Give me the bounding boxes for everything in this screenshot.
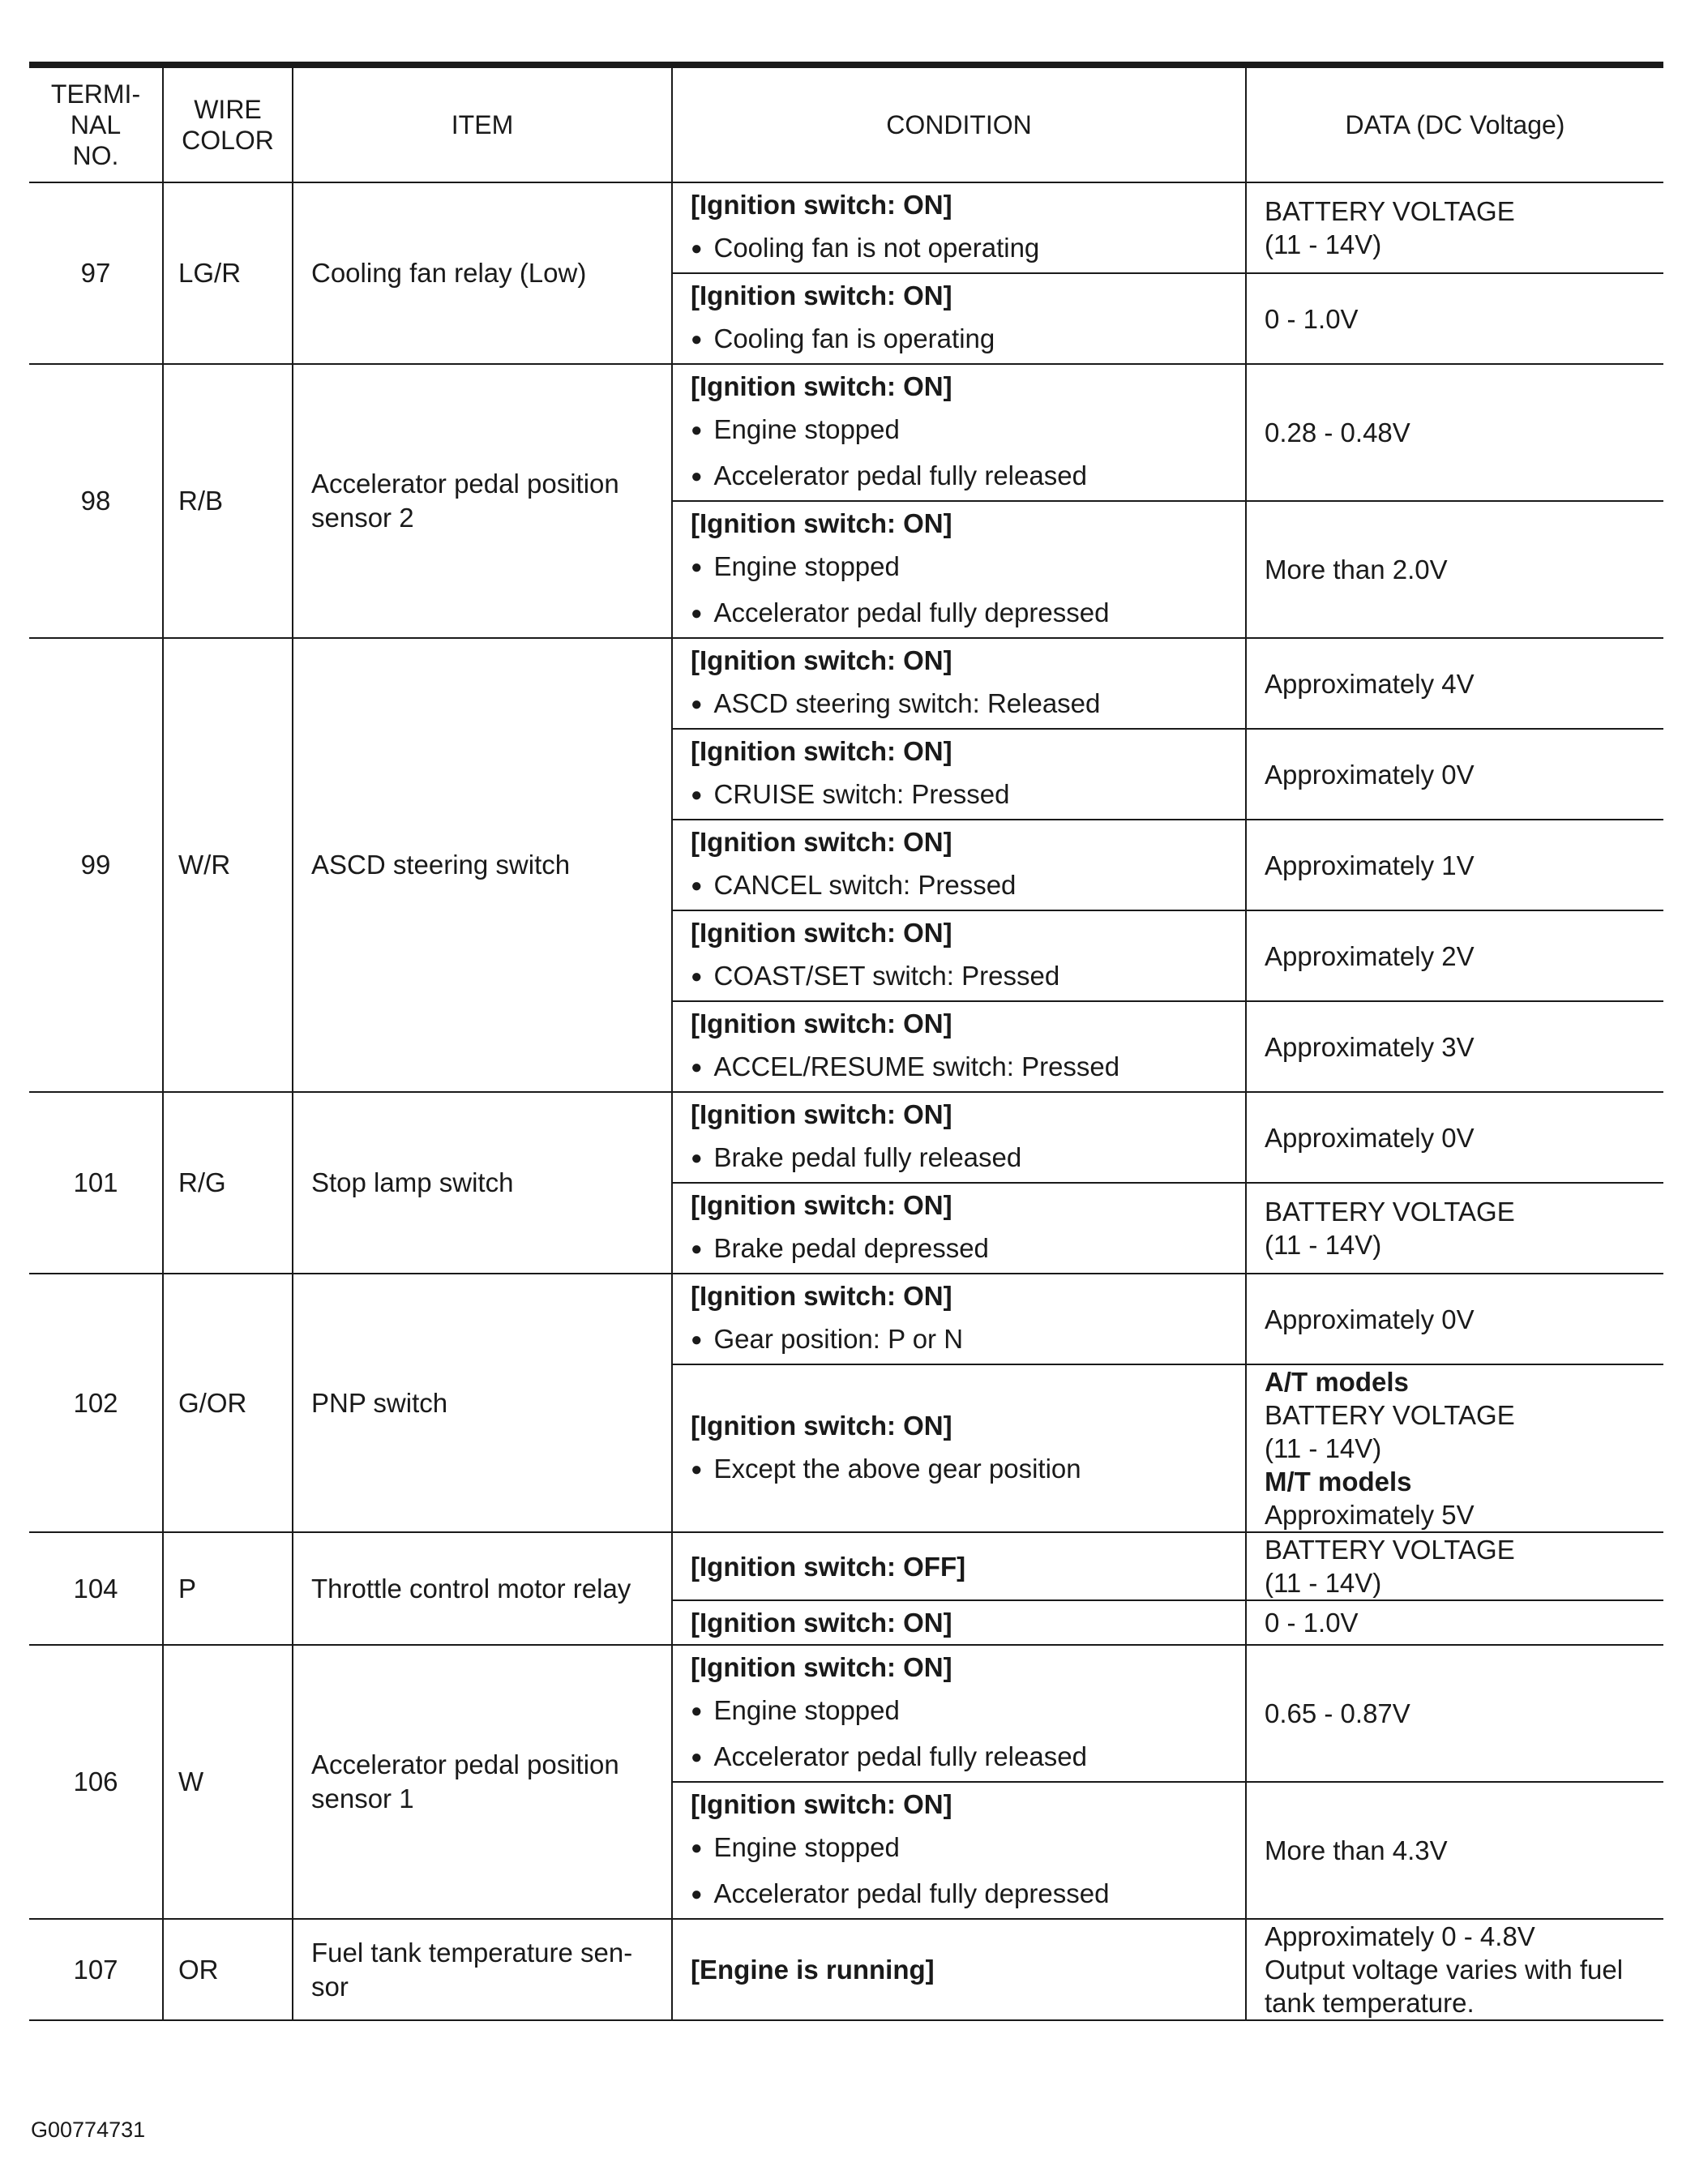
wire-color: P <box>178 1573 197 1604</box>
table-row <box>29 638 1663 729</box>
condition-header: [Ignition switch: ON] <box>691 1008 952 1038</box>
data-cell <box>1246 1532 1663 1600</box>
wire-color-cell <box>163 1274 293 1532</box>
terminal-number-cell <box>29 638 163 1092</box>
terminal-number-cell <box>29 182 163 364</box>
wire-color: OR <box>178 1954 219 1985</box>
condition-header: [Ignition switch: ON] <box>691 1652 952 1682</box>
wire-color: LG/R <box>178 258 242 288</box>
condition-bullet: ● Gear position: P or N <box>691 1317 1245 1364</box>
condition-bullet: ● Cooling fan is operating <box>691 317 1245 363</box>
terminal-number: 97 <box>80 258 111 288</box>
condition-bullet: ● ACCEL/RESUME switch: Pressed <box>691 1045 1245 1091</box>
data-cell <box>1246 1364 1663 1532</box>
terminal-number-cell <box>29 1919 163 2020</box>
terminal-number-cell <box>29 364 163 638</box>
data-line: Approximately 5V <box>1265 1500 1475 1530</box>
data-line: BATTERY VOLTAGE <box>1265 196 1515 226</box>
data-cell <box>1246 1274 1663 1364</box>
data-line: Approximately 0V <box>1265 1304 1475 1334</box>
condition-cell <box>672 729 1246 820</box>
condition-cell <box>672 182 1246 273</box>
condition-header: [Ignition switch: ON] <box>691 1281 952 1311</box>
condition-bullet: ● Engine stopped <box>691 1826 1245 1872</box>
wire-color-cell <box>163 182 293 364</box>
data-line: Approximately 0V <box>1265 1122 1475 1153</box>
condition-cell <box>672 638 1246 729</box>
data-line: 0.28 - 0.48V <box>1265 418 1410 448</box>
condition-header: [Ignition switch: ON] <box>691 827 952 857</box>
table-row <box>29 182 1663 273</box>
wire-color-cell <box>163 1092 293 1274</box>
table-row <box>29 1645 1663 1782</box>
item-cell <box>293 638 672 1092</box>
data-line: (11 - 14V) <box>1265 1230 1382 1260</box>
item-cell <box>293 1919 672 2020</box>
data-line: (11 - 14V) <box>1265 1568 1382 1598</box>
condition-cell <box>672 910 1246 1001</box>
condition-cell <box>672 501 1246 638</box>
data-cell <box>1246 364 1663 501</box>
item-text-line: sensor 2 <box>311 503 414 533</box>
condition-cell <box>672 1600 1246 1645</box>
item-text-line: sensor 1 <box>311 1784 414 1814</box>
data-line: (11 - 14V) <box>1265 1433 1382 1463</box>
condition-header: [Ignition switch: ON] <box>691 1789 952 1819</box>
condition-bullet: ● Cooling fan is not operating <box>691 226 1245 272</box>
item-cell <box>293 1092 672 1274</box>
data-cell <box>1246 1645 1663 1782</box>
condition-bullet: ● Brake pedal fully released <box>691 1136 1245 1182</box>
data-line: Approximately 4V <box>1265 668 1475 699</box>
condition-bullet: ● CANCEL switch: Pressed <box>691 863 1245 910</box>
condition-header: [Ignition switch: ON] <box>691 190 952 220</box>
condition-bullet: ● Brake pedal depressed <box>691 1227 1245 1273</box>
item-text-line: Stop lamp switch <box>311 1167 514 1197</box>
data-line: BATTERY VOLTAGE <box>1265 1535 1515 1565</box>
condition-header: [Ignition switch: OFF] <box>691 1551 966 1582</box>
data-line: Approximately 1V <box>1265 850 1475 880</box>
data-cell <box>1246 1919 1663 2020</box>
table-row <box>29 1532 1663 1600</box>
wire-color: W/R <box>178 850 231 880</box>
header-item: ITEM <box>293 65 672 182</box>
table-body <box>29 182 1663 2020</box>
condition-bullet: ● Accelerator pedal fully released <box>691 1735 1245 1781</box>
condition-header: [Engine is running] <box>691 1955 935 1985</box>
data-cell <box>1246 1183 1663 1274</box>
wire-color: R/G <box>178 1167 226 1197</box>
item-text-line: Accelerator pedal position <box>311 1749 619 1779</box>
condition-cell <box>672 1001 1246 1092</box>
condition-cell <box>672 364 1246 501</box>
condition-cell <box>672 1782 1246 1919</box>
data-line: 0.65 - 0.87V <box>1265 1698 1410 1728</box>
data-cell <box>1246 1001 1663 1092</box>
data-line: More than 4.3V <box>1265 1835 1448 1865</box>
condition-cell <box>672 1532 1246 1600</box>
item-text-line: Fuel tank temperature sen- <box>311 1937 633 1968</box>
terminal-number-cell <box>29 1645 163 1919</box>
terminal-number: 99 <box>80 850 111 880</box>
table-row <box>29 1092 1663 1183</box>
condition-header: [Ignition switch: ON] <box>691 645 952 675</box>
item-cell <box>293 1645 672 1919</box>
condition-bullet: ● COAST/SET switch: Pressed <box>691 954 1245 1000</box>
data-line: 0 - 1.0V <box>1265 1608 1359 1638</box>
data-line: M/T models <box>1265 1467 1412 1497</box>
condition-cell <box>672 1274 1246 1364</box>
condition-cell <box>672 1364 1246 1532</box>
wire-color: R/B <box>178 486 224 516</box>
condition-cell <box>672 1183 1246 1274</box>
terminal-number-cell <box>29 1092 163 1274</box>
data-cell <box>1246 638 1663 729</box>
data-line: A/T models <box>1265 1367 1409 1397</box>
table-row <box>29 1274 1663 1364</box>
data-cell <box>1246 501 1663 638</box>
header-terminal-no: TERMI- NAL NO. <box>29 65 163 182</box>
data-line: BATTERY VOLTAGE <box>1265 1197 1515 1227</box>
wire-color-cell <box>163 364 293 638</box>
data-line: Approximately 2V <box>1265 940 1475 971</box>
wire-color-cell <box>163 1532 293 1645</box>
wire-color-cell <box>163 1919 293 2020</box>
data-cell <box>1246 1092 1663 1183</box>
condition-header: [Ignition switch: ON] <box>691 371 952 401</box>
condition-bullet: ● Engine stopped <box>691 1689 1245 1735</box>
header-data: DATA (DC Voltage) <box>1246 65 1663 182</box>
table-header-row <box>29 65 1663 182</box>
data-line: Output voltage varies with fuel <box>1265 1955 1624 1985</box>
data-cell <box>1246 182 1663 273</box>
condition-header: [Ignition switch: ON] <box>691 280 952 310</box>
header-wire-color: WIRE COLOR <box>163 65 293 182</box>
terminal-number: 106 <box>73 1766 118 1796</box>
condition-header: [Ignition switch: ON] <box>691 1099 952 1129</box>
table-row <box>29 1919 1663 2020</box>
wire-color: G/OR <box>178 1387 247 1418</box>
condition-bullet: ● Accelerator pedal fully released <box>691 454 1245 500</box>
data-line: Approximately 0V <box>1265 759 1475 790</box>
terminal-number: 104 <box>73 1573 118 1604</box>
condition-cell <box>672 273 1246 364</box>
data-cell <box>1246 1600 1663 1645</box>
data-cell <box>1246 273 1663 364</box>
data-line: Approximately 0 - 4.8V <box>1265 1921 1535 1951</box>
condition-bullet: ● Accelerator pedal fully depressed <box>691 1872 1245 1918</box>
wire-color-cell <box>163 1645 293 1919</box>
terminal-number: 101 <box>73 1167 118 1197</box>
data-line: More than 2.0V <box>1265 555 1448 585</box>
item-text-line: Cooling fan relay (Low) <box>311 258 587 288</box>
data-line: tank temperature. <box>1265 1988 1475 2018</box>
condition-bullet: ● Engine stopped <box>691 545 1245 591</box>
condition-header: [Ignition switch: ON] <box>691 918 952 948</box>
terminal-number: 102 <box>73 1387 118 1418</box>
condition-cell <box>672 1919 1246 2020</box>
condition-cell <box>672 1092 1246 1183</box>
condition-header: [Ignition switch: ON] <box>691 1608 952 1638</box>
condition-bullet: ● Accelerator pedal fully depressed <box>691 591 1245 637</box>
condition-bullet: ● Except the above gear position <box>691 1447 1245 1493</box>
wire-color: W <box>178 1766 204 1796</box>
condition-header: [Ignition switch: ON] <box>691 1410 952 1441</box>
item-text-line: Throttle control motor relay <box>311 1573 631 1604</box>
condition-header: [Ignition switch: ON] <box>691 508 952 538</box>
header-condition: CONDITION <box>672 65 1246 182</box>
item-text-line: ASCD steering switch <box>311 850 571 880</box>
condition-bullet: ● CRUISE switch: Pressed <box>691 773 1245 819</box>
item-text-line: PNP switch <box>311 1387 448 1418</box>
condition-header: [Ignition switch: ON] <box>691 736 952 766</box>
terminal-data-table <box>29 62 1663 2021</box>
table-row <box>29 364 1663 501</box>
condition-header: [Ignition switch: ON] <box>691 1190 952 1220</box>
terminal-number: 98 <box>80 486 111 516</box>
item-cell <box>293 182 672 364</box>
item-text-line: Accelerator pedal position <box>311 469 619 499</box>
data-line: Approximately 3V <box>1265 1031 1475 1062</box>
item-cell <box>293 1532 672 1645</box>
condition-cell <box>672 820 1246 910</box>
terminal-number-cell <box>29 1274 163 1532</box>
condition-cell <box>672 1645 1246 1782</box>
terminal-number-cell <box>29 1532 163 1645</box>
item-cell <box>293 1274 672 1532</box>
data-line: (11 - 14V) <box>1265 229 1382 259</box>
data-cell <box>1246 910 1663 1001</box>
item-text-line: sor <box>311 1971 349 2002</box>
data-line: BATTERY VOLTAGE <box>1265 1400 1515 1430</box>
document-code: G00774731 <box>31 2118 146 2142</box>
terminal-number: 107 <box>73 1954 118 1985</box>
data-cell <box>1246 820 1663 910</box>
data-cell <box>1246 1782 1663 1919</box>
data-line: 0 - 1.0V <box>1265 303 1359 334</box>
wire-color-cell <box>163 638 293 1092</box>
item-cell <box>293 364 672 638</box>
condition-bullet: ● ASCD steering switch: Released <box>691 682 1245 728</box>
data-cell <box>1246 729 1663 820</box>
condition-bullet: ● Engine stopped <box>691 408 1245 454</box>
